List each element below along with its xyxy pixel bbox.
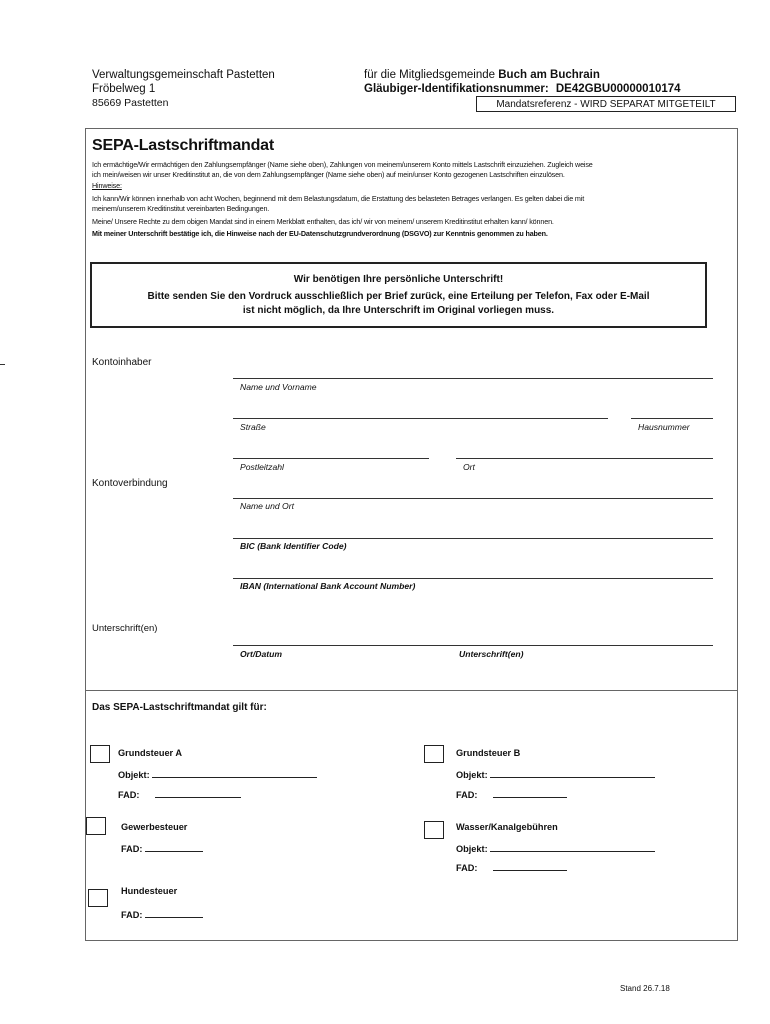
grundsteuer-a-objekt: [118, 769, 317, 780]
notice-line-1: Wir benötigen Ihre persönliche Unterschrift!: [293, 274, 504, 285]
form-title: SEPA-Lastschriftmandat: [92, 137, 275, 154]
section-bank-details: Kontoverbindung: [92, 478, 168, 489]
section-account-holder: Kontoinhaber: [92, 357, 152, 368]
grundsteuer-a-checkbox[interactable]: [90, 745, 110, 763]
signature-input-line[interactable]: [233, 645, 713, 646]
sender-address: [92, 68, 275, 110]
wasser-fad: [456, 862, 567, 873]
grundsteuer-a-fad-line[interactable]: [155, 789, 241, 798]
signature-notice: [90, 262, 707, 328]
grundsteuer-b-objekt: [456, 769, 655, 780]
postal-code-input-line[interactable]: [233, 458, 429, 459]
hundesteuer-label: Hundesteuer: [121, 886, 178, 896]
intro-line-2: ich mein/weisen wir unser Kreditinstitut an, die von dem Zahlungsempfänger (Name siehe oben) auf mein/unser Konto gezogenen Lastschriften einzulösen.: [92, 170, 565, 179]
wasser-objekt: [456, 843, 655, 854]
house-number-input-line[interactable]: [631, 418, 713, 419]
section-signatures: Unterschrift(en): [92, 623, 158, 634]
street-input-line[interactable]: [233, 418, 608, 419]
intro-text: [92, 160, 732, 239]
objekt-label: Objekt:: [456, 770, 488, 780]
grundsteuer-b-checkbox[interactable]: [424, 745, 444, 763]
gewerbesteuer-fad-line[interactable]: [145, 843, 203, 852]
hundesteuer-fad: [121, 909, 203, 920]
bank-name-input-line[interactable]: [233, 498, 713, 499]
mandate-form-box: [85, 128, 738, 941]
gewerbesteuer-label: Gewerbesteuer: [121, 822, 188, 832]
mandate-reference: Mandatsreferenz - WIRD SEPARAT MITGETEILT: [476, 96, 736, 112]
fad-label: FAD:: [456, 863, 478, 873]
municipality-line: [364, 68, 681, 82]
fad-label: FAD:: [121, 910, 143, 920]
city-label: Ort: [463, 462, 475, 472]
hints-label: Hinweise:: [92, 181, 122, 190]
name-label: Name und Vorname: [240, 382, 317, 392]
city-input-line[interactable]: [456, 458, 713, 459]
iban-input-line[interactable]: [233, 578, 713, 579]
street-label: Straße: [240, 422, 266, 432]
place-date-label: Ort/Datum: [240, 649, 283, 659]
fad-label: FAD:: [118, 790, 140, 800]
section-divider: [85, 690, 738, 691]
validity-heading: Das SEPA-Lastschriftmandat gilt für:: [92, 702, 267, 713]
wasser-fad-line[interactable]: [493, 862, 567, 871]
objekt-label: Objekt:: [118, 770, 150, 780]
intro-line-1: Ich ermächtige/Wir ermächtigen den Zahlungsempfänger (Name siehe oben), Zahlungen von meinem/unserem Konto mittels Lastschrift einzuziehen. Zugleich weise: [92, 160, 593, 169]
hint-line-1: Ich kann/Wir können innerhalb von acht Wochen, beginnend mit dem Belastungsdatum, die Erstattung des belasteten Betrages verlangen. Es gelten dabei die mit: [92, 194, 585, 203]
fad-label: FAD:: [121, 844, 143, 854]
signature-label: Unterschrift(en): [459, 649, 524, 659]
grundsteuer-a-objekt-line[interactable]: [152, 769, 317, 778]
creditor-id: DE42GBU00000010174: [555, 83, 681, 95]
grundsteuer-b-label: Grundsteuer B: [456, 748, 521, 758]
sender-line-2: Fröbelweg 1: [92, 83, 156, 95]
fad-label: FAD:: [456, 790, 478, 800]
sender-line-1: Verwaltungsgemeinschaft Pastetten: [92, 69, 275, 81]
gdpr-statement: Mit meiner Unterschrift bestätige ich, die Hinweise nach der EU-Datenschutzgrundverordnung (DSGVO) zur Kenntnis genommen zu haben.: [92, 229, 548, 238]
grundsteuer-b-fad-line[interactable]: [493, 789, 567, 798]
objekt-label: Objekt:: [456, 844, 488, 854]
notice-line-2: Bitte senden Sie den Vordruck ausschließlich per Brief zurück, eine Erteilung per Telefon, Fax oder E-Mail: [147, 291, 650, 302]
municipality-prefix: für die Mitgliedsgemeinde: [364, 69, 499, 81]
hundesteuer-checkbox[interactable]: [88, 889, 108, 907]
hint-line-2: meinem/unserem Kreditinstitut vereinbarten Bedingungen.: [92, 204, 270, 213]
fold-mark: [0, 364, 5, 365]
sender-line-3: 85669 Pastetten: [92, 97, 169, 109]
iban-label: IBAN (International Bank Account Number): [240, 581, 416, 591]
notice-line-3: ist nicht möglich, da Ihre Unterschrift im Original vorliegen muss.: [242, 305, 555, 316]
grundsteuer-b-objekt-line[interactable]: [490, 769, 655, 778]
hint-line-3: Meine/ Unsere Rechte zu dem obigen Mandat sind in einem Merkblatt enthalten, das ich/ wir von meinem/ unserem Kreditinstitut erhalten kann/ können.: [92, 217, 554, 226]
grundsteuer-b-fad: [456, 789, 567, 800]
bic-label: BIC (Bank Identifier Code): [240, 541, 347, 551]
wasser-label: Wasser/Kanalgebühren: [456, 822, 558, 832]
creditor-id-line: [364, 82, 681, 96]
wasser-objekt-line[interactable]: [490, 843, 655, 852]
grundsteuer-a-fad: [118, 789, 241, 800]
gewerbesteuer-fad: [121, 843, 203, 854]
hundesteuer-fad-line[interactable]: [145, 909, 203, 918]
postal-code-label: Postleitzahl: [240, 462, 284, 472]
gewerbesteuer-checkbox[interactable]: [86, 817, 106, 835]
name-input-line[interactable]: [233, 378, 713, 379]
version-stamp: Stand 26.7.18: [620, 984, 670, 993]
creditor-id-label: Gläubiger-Identifikationsnummer:: [364, 83, 549, 95]
creditor-info: [364, 68, 681, 96]
municipality-name: Buch am Buchrain: [498, 69, 600, 81]
wasser-checkbox[interactable]: [424, 821, 444, 839]
bic-input-line[interactable]: [233, 538, 713, 539]
bank-name-label: Name und Ort: [240, 501, 294, 511]
grundsteuer-a-label: Grundsteuer A: [118, 748, 182, 758]
house-number-label: Hausnummer: [638, 422, 690, 432]
